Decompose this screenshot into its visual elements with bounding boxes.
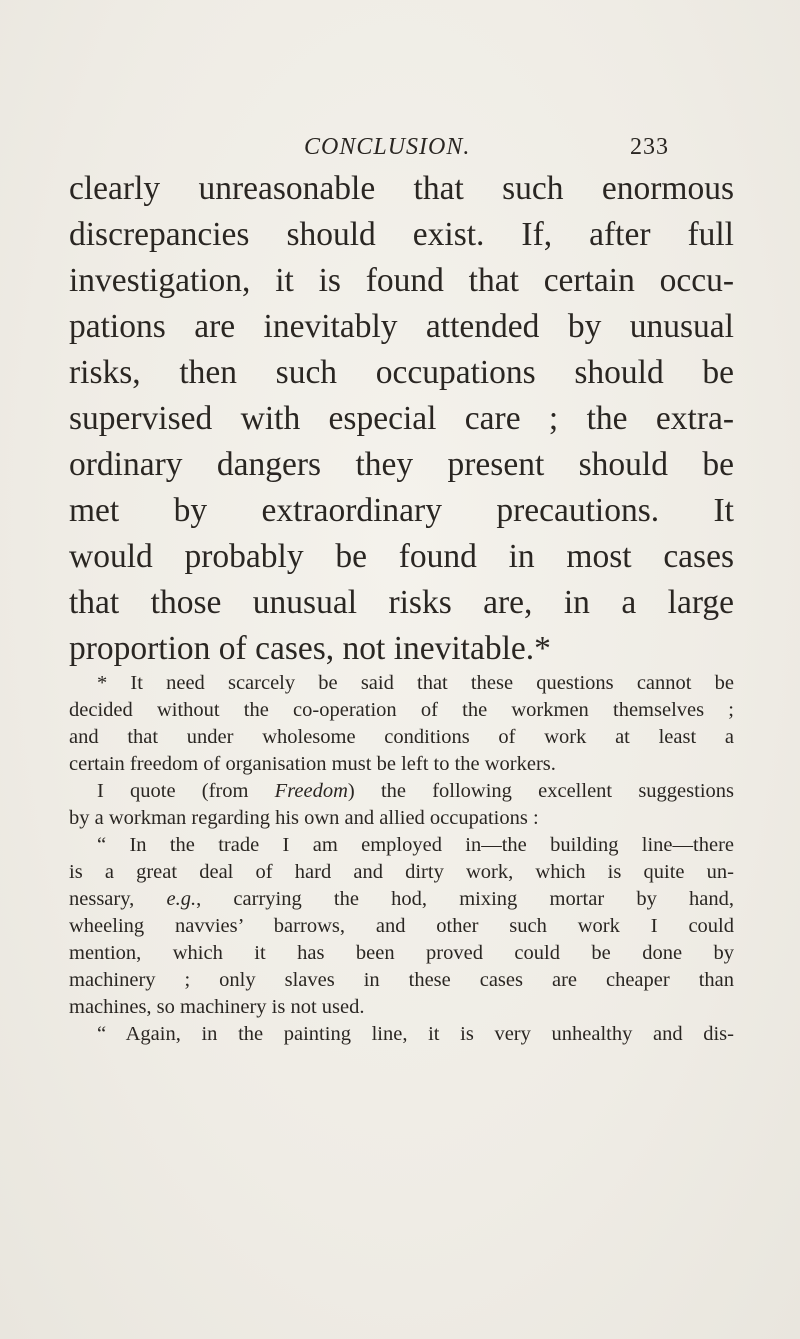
body-line: ordinary dangers they present should be	[69, 446, 734, 483]
body-line: pations are inevitably attended by unusual	[69, 308, 734, 345]
body-line: that those unusual risks are, in a large	[69, 584, 734, 621]
body-line: discrepancies should exist. If, after full	[69, 216, 734, 253]
footnote-line: by a workman regarding his own and allied occupations :	[69, 807, 539, 829]
footnote-quote-line: machinery ; only slaves in these cases are cheaper than	[69, 969, 734, 991]
body-line: supervised with especial care ; the extra-	[69, 400, 734, 437]
footnote-quote-intro	[69, 778, 734, 805]
footnote-quote-line: mention, which it has been proved could be done by	[69, 942, 734, 964]
quote-intro-before: I quote (from	[97, 780, 275, 802]
footnote-quote-line: is a great deal of hard and dirty work, which is quite un-	[69, 861, 734, 883]
footnote-line: decided without the co-operation of the workmen themselves ;	[69, 699, 734, 721]
body-line: would probably be found in most cases	[69, 538, 734, 575]
footnote-quote-line: “ Again, in the painting line, it is very unhealthy and dis-	[97, 1023, 734, 1045]
footnote-quote-line: “ In the trade I am employed in—the building line—there	[97, 834, 734, 856]
quote-abbrev: e.g.	[166, 888, 197, 910]
body-line: proportion of cases, not inevitable.*	[69, 630, 551, 667]
footnote-quote-line	[69, 886, 734, 913]
footnote-line: certain freedom of organisation must be left to the workers.	[69, 753, 556, 775]
running-title: CONCLUSION.	[304, 134, 471, 160]
body-line: met by extraordinary precautions. It	[69, 492, 734, 529]
footnote	[69, 670, 734, 1048]
body-paragraph	[69, 166, 734, 672]
footnote-line: * It need scarcely be said that these questions cannot be	[97, 672, 734, 694]
footnote-line: and that under wholesome conditions of work at least a	[69, 726, 734, 748]
footnote-quote-line: wheeling navvies’ barrows, and other such work I could	[69, 915, 734, 937]
body-line: clearly unreasonable that such enormous	[69, 170, 734, 207]
quote-intro-after: ) the following excellent suggestions	[347, 780, 734, 802]
running-head	[0, 132, 800, 168]
body-line: investigation, it is found that certain occu-	[69, 262, 734, 299]
quote-source-title: Freedom	[274, 780, 348, 802]
quote-line3-before: nessary,	[69, 888, 167, 910]
page-number: 233	[630, 134, 669, 160]
body-line: risks, then such occupations should be	[69, 354, 734, 391]
footnote-quote-line: machines, so machinery is not used.	[69, 996, 365, 1018]
quote-line3-after: , carrying the hod, mixing mortar by hand,	[196, 888, 735, 910]
